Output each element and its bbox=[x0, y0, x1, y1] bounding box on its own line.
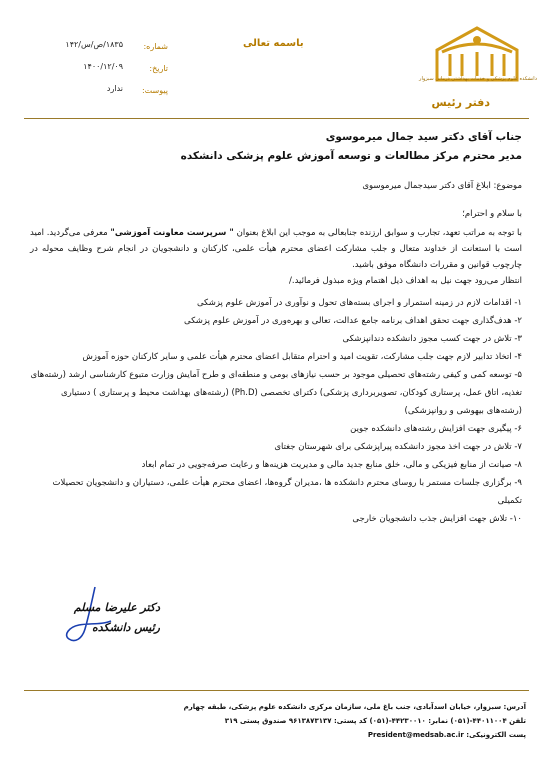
meta-label: شماره: bbox=[143, 42, 168, 51]
meta-value: ۱۴۰۰/۱۲/۰۹ bbox=[83, 62, 123, 71]
paragraph-part: معرفی می‌گردید. امید است با استعانت از خداوند متعال و جلب مشارکت اعضای محترم هیأت علمی، کارکنان و دانشجویان در انجام شرح وظایف محوله در چارچوب قوانین و مقررات دانشگاه موفق باشید. bbox=[30, 228, 522, 270]
footer-divider bbox=[24, 690, 529, 691]
meta-label: پیوست: bbox=[141, 86, 168, 95]
letter-footer bbox=[26, 700, 526, 742]
letter-meta bbox=[63, 42, 168, 108]
letter-paragraph bbox=[30, 225, 522, 289]
meta-value: ندارد bbox=[106, 84, 123, 93]
appointment-title: " سرپرست معاونت آموزشی" bbox=[110, 228, 234, 238]
footer-contacts: تلفن ۴۴۰۱۱۰۰۴-(۰۵۱) نمابر: ۴۴۲۳۰۰۱۰-(۰۵۱) کد پستی: ۹۶۱۳۸۷۳۱۳۷ صندوق پستی ۳۱۹ bbox=[224, 717, 526, 725]
list-item: ۱- اقدامات لازم در زمینه استمرار و اجرای بسته‌های تحول و نوآوری در آموزش علوم پزشکی bbox=[196, 298, 522, 308]
letter-subject: موضوع: ابلاغ آقای دکتر سیدجمال میرموسوی bbox=[362, 181, 522, 191]
list-item: ۸- صیانت از منابع فیزیکی و مالی، خلق منابع جدید مالی و مدیریت هزینه‌ها و رعایت صرفه‌جویی در تمام ابعاد bbox=[141, 460, 522, 470]
meta-date bbox=[63, 64, 168, 86]
signature-block bbox=[40, 598, 160, 638]
letter-greeting: با سلام و احترام؛ bbox=[462, 209, 522, 219]
goals-list bbox=[30, 294, 522, 528]
list-item: ۵- توسعه کمی و کیفی رشته‌های تحصیلی موجود بر حسب نیازهای بومی و منطقه‌ای و طرح آمایش وزارت متبوع کارشناسی ارشد (رشته‌های تغذیه، اتاق عمل، پرستاری کودکان، تصویربرداری پزشکی) دکترای تخصصی (Ph.D) (رشته‌های بهداشت محیط و پرستاری ) دستیاری (رشته‌های بیهوشی و روانپزشکی) bbox=[30, 370, 522, 416]
paragraph-part: انتظار می‌رود جهت نیل به اهداف ذیل اهتمام ویژه مبذول فرمائید./ bbox=[289, 276, 522, 286]
office-title: دفتر رئیس bbox=[431, 96, 490, 109]
header-divider bbox=[24, 118, 529, 119]
list-item: ۹- برگزاری جلسات مستمر با روسای محترم دانشکده ها ،مدیران گروه‌ها، اعضای محترم هیأت علمی، دستیاران و دانشجویان تحصیلات تکمیلی bbox=[52, 478, 522, 506]
list-item: ۲- هدف‌گذاری جهت تحقق اهداف برنامه جامع عدالت، تعالی و بهره‌وری در آموزش علوم پزشکی bbox=[183, 316, 522, 326]
meta-attachment bbox=[63, 86, 168, 108]
paragraph-part: با توجه به مراتب تعهد، تجارب و سوابق ارزنده جنابعالی به موجب این ابلاغ بعنوان bbox=[236, 228, 523, 238]
list-item: ۶- پیگیری جهت افزایش رشته‌های دانشکده جوین bbox=[350, 424, 522, 434]
list-item: ۳- تلاش در جهت کسب مجوز دانشکده دندانپزشکی bbox=[342, 334, 522, 344]
meta-number bbox=[63, 42, 168, 64]
bismillah: باسمه تعالی bbox=[243, 38, 304, 49]
meta-value: ۱۸۳۵/ص/س/۱۴۲ bbox=[65, 40, 123, 49]
footer-email: پست الکترونیکی: President@medsab.ac.ir bbox=[367, 731, 526, 739]
recipient-name: جناب آقای دکتر سید جمال میرموسوی bbox=[325, 131, 522, 143]
list-item: ۱۰- تلاش جهت افزایش جذب دانشجویان خارجی bbox=[352, 514, 522, 524]
list-item: ۴- اتخاذ تدابیر لازم جهت جلب مشارکت، تقویت امید و احترام متقابل اعضای محترم هیأت علمی و سایر کارکنان حوزه آموزش bbox=[82, 352, 522, 362]
footer-address: آدرس: سبزوار، خیابان اسدآبادی، جنب باغ ملی، سازمان مرکزی دانشکده علوم پزشکی، طبقه چهارم bbox=[183, 703, 526, 711]
signer-title: رئیس دانشکده bbox=[92, 621, 160, 634]
recipient-position: مدیر محترم مرکز مطالعات و توسعه آموزش علوم پزشکی دانشکده bbox=[180, 150, 522, 162]
meta-label: تاریخ: bbox=[149, 64, 168, 73]
list-item: ۷- تلاش در جهت اخذ مجوز دانشکده پیراپزشکی برای شهرستان جغتای bbox=[274, 442, 522, 452]
signer-name: دکتر علیرضا مسلم bbox=[73, 601, 160, 614]
logo-caption: دانشکده علوم پزشکی و خدمات بهداشتی درمانی سبزوار bbox=[419, 76, 537, 82]
